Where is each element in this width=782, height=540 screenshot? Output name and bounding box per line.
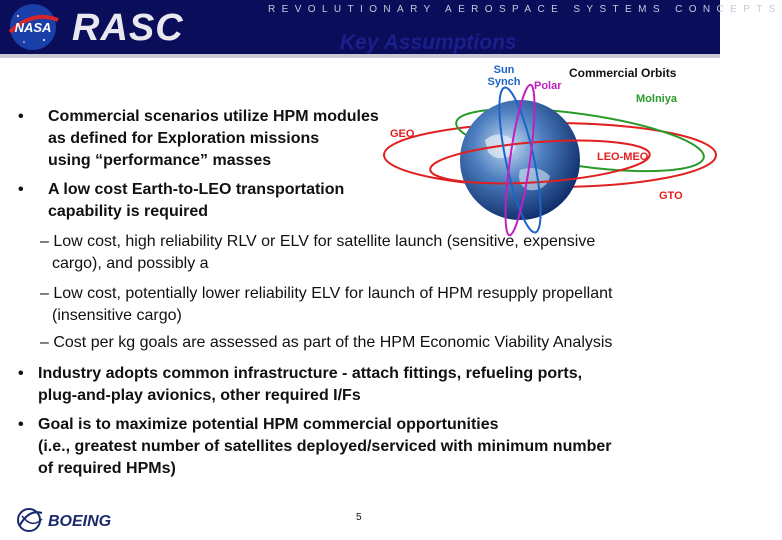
orbit-label-molniya: Molniya bbox=[636, 93, 677, 105]
bullet-4-text: Goal is to maximize potential HPM commercial opportunities (i.e., greatest number of satellites deployed/serviced with minimum number of required HPMs) bbox=[38, 416, 612, 477]
orbit-label-leo-meo: LEO-MEO bbox=[597, 151, 649, 163]
rasc-logo: RASC bbox=[72, 7, 184, 49]
slide-title: Key Assumptions bbox=[340, 31, 517, 54]
orbit-label-gto: GTO bbox=[659, 190, 683, 202]
boeing-wordmark: BOEING bbox=[48, 513, 112, 530]
sub-item-1: – Low cost, high reliability RLV or ELV for satellite launch (sensitive, expensive cargo), and possibly a bbox=[40, 233, 596, 272]
orbit-label-polar: Polar bbox=[534, 80, 562, 92]
bullet-2-text: A low cost Earth-to-LEO transportation capability is required bbox=[48, 181, 345, 220]
bullet-1-text: Commercial scenarios utilize HPM modules as defined for Exploration missions using “performance” masses bbox=[48, 108, 379, 169]
sub-item-3: – Cost per kg goals are assessed as part of the HPM Economic Viability Analysis bbox=[40, 334, 613, 351]
bullet-3-text: Industry adopts common infrastructure - attach fittings, refueling ports, plug-and-play avionics, other required I/Fs bbox=[38, 365, 583, 404]
page-number: 5 bbox=[356, 512, 362, 523]
orbit-label-geo: GEO bbox=[390, 128, 415, 140]
boeing-logo-icon bbox=[14, 505, 164, 535]
bullet-marker: • bbox=[18, 416, 24, 433]
earth-globe bbox=[460, 100, 580, 220]
orbit-label-commercial-orbits: Commercial Orbits bbox=[569, 66, 677, 80]
bullet-marker: • bbox=[18, 108, 24, 125]
nasa-logo-icon bbox=[4, 2, 62, 52]
header-tagline: REVOLUTIONARY AEROSPACE SYSTEMS CONCEPTS bbox=[268, 4, 782, 15]
bullet-marker: • bbox=[18, 365, 24, 382]
bullet-marker: • bbox=[18, 181, 24, 198]
nasa-logo-text: NASA bbox=[14, 20, 52, 35]
orbit-label-sun-synch: Sun Synch bbox=[487, 64, 521, 88]
sub-item-2: – Low cost, potentially lower reliability ELV for launch of HPM resupply propellant (insensitive cargo) bbox=[40, 285, 613, 324]
